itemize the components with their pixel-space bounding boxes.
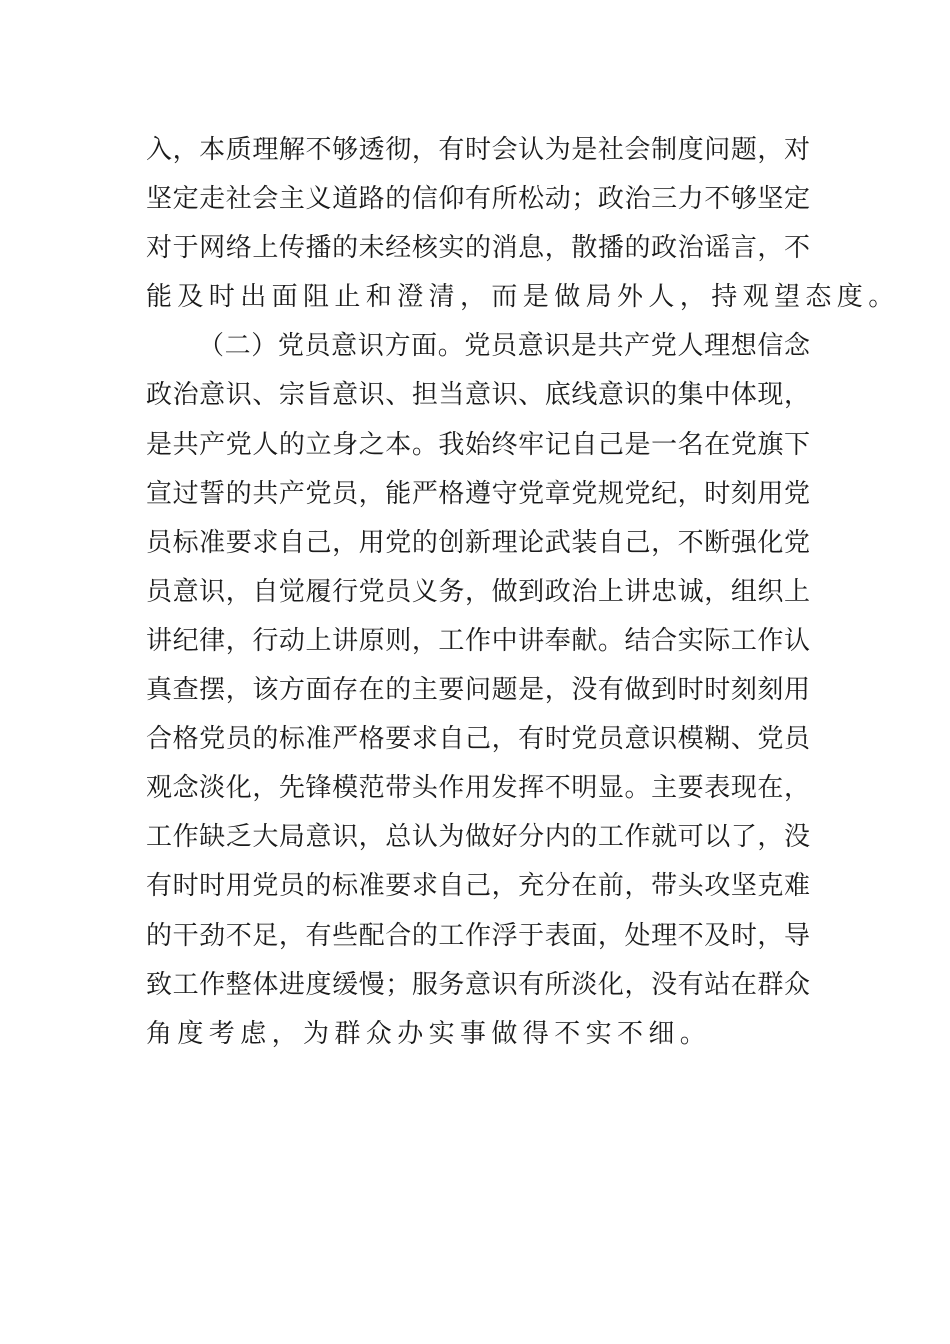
text-line: 能及时出面阻止和澄清，而是做局外人，持观望态度。 [146, 282, 900, 313]
text-line: 讲纪律，行动上讲原则，工作中讲奉献。结合实际工作认 [146, 625, 810, 656]
document-body [146, 126, 900, 1059]
text-line: 坚定走社会主义道路的信仰有所松动；政治三力不够坚定 [146, 184, 810, 215]
text-line: 是共产党人的立身之本。我始终牢记自己是一名在党旗下 [146, 429, 810, 460]
text-line: （二）党员意识方面。党员意识是共产党人理想信念 [198, 331, 810, 362]
text-line: 致工作整体进度缓慢；服务意识有所淡化，没有站在群众 [146, 969, 810, 1000]
text-line: 政治意识、宗旨意识、担当意识、底线意识的集中体现， [146, 380, 810, 411]
text-line: 员意识，自觉履行党员义务，做到政治上讲忠诚，组织上 [146, 576, 810, 607]
text-line: 有时时用党员的标准要求自己，充分在前，带头攻坚克难 [146, 871, 810, 902]
text-line: 角度考虑，为群众办实事做得不实不细。 [146, 1018, 712, 1049]
text-line: 真查摆，该方面存在的主要问题是，没有做到时时刻刻用 [146, 675, 810, 706]
text-line: 工作缺乏大局意识，总认为做好分内的工作就可以了，没 [146, 822, 810, 853]
text-line: 的干劲不足，有些配合的工作浮于表面，处理不及时，导 [146, 920, 810, 951]
paragraph-continued [146, 126, 900, 322]
text-line: 入，本质理解不够透彻，有时会认为是社会制度问题，对 [146, 135, 810, 165]
text-line: 宣过誓的共产党员，能严格遵守党章党规党纪，时刻用党 [146, 478, 810, 509]
text-line: 观念淡化，先锋模范带头作用发挥不明显。主要表现在， [146, 773, 810, 804]
paragraph-party-member-awareness [146, 322, 810, 1058]
text-line: 合格党员的标准严格要求自己，有时党员意识模糊、党员 [146, 724, 810, 755]
text-line: 员标准要求自己，用党的创新理论武装自己，不断强化党 [146, 527, 810, 558]
text-line: 对于网络上传播的未经核实的消息，散播的政治谣言，不 [146, 233, 810, 264]
